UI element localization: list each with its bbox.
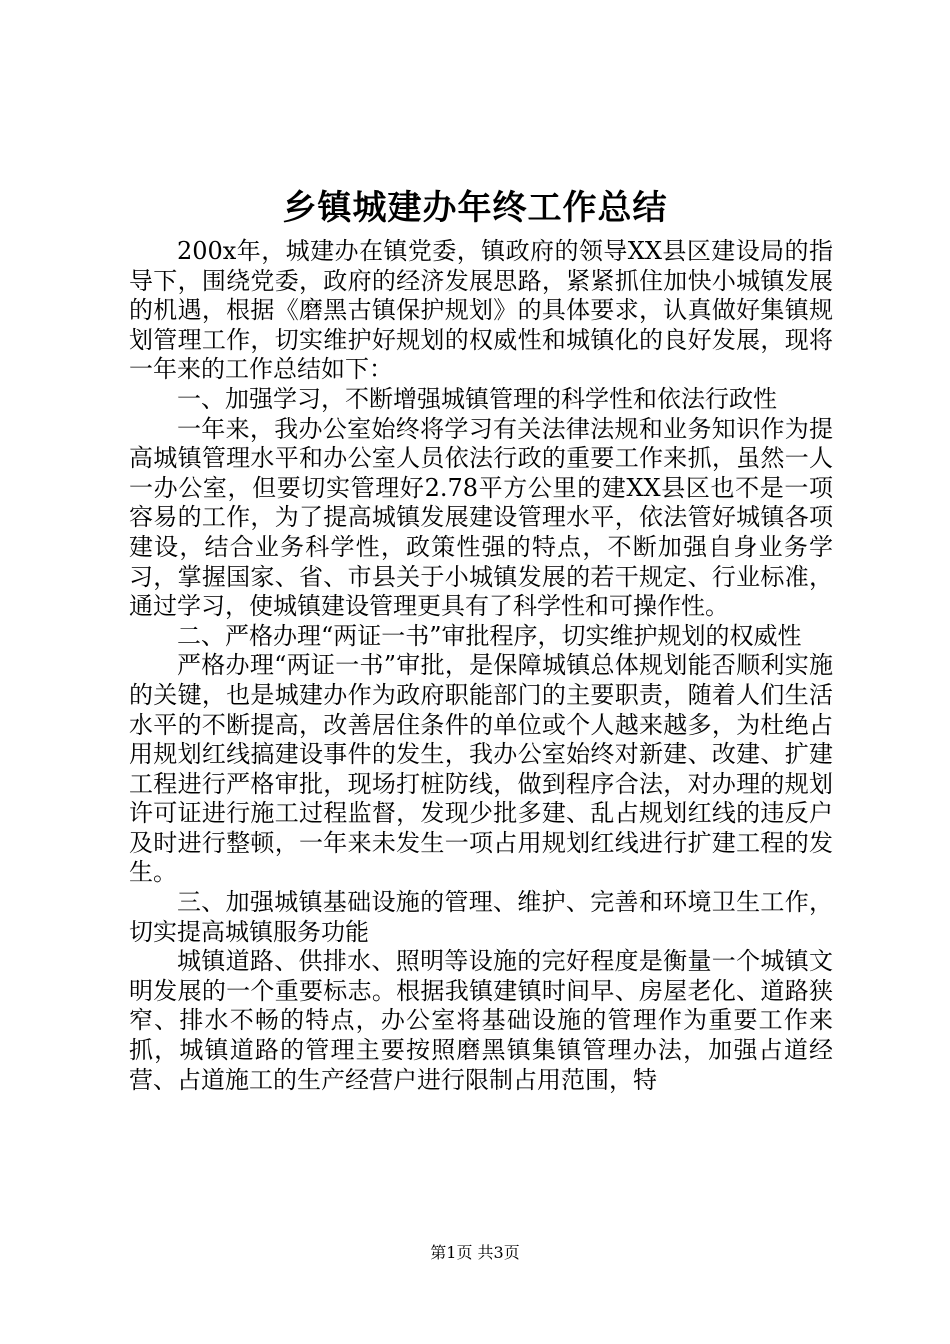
document-body — [129, 237, 833, 1095]
paragraph-section-2: 严格办理“两证一书”审批，是保障城镇总体规划能否顺利实施的关键，也是城建办作为政府职能部门的主要职责，随着人们生活水平的不断提高，改善居住条件的单位或个人越来越多，为杜绝占用规划红线搞建设事件的发生，我办公室始终对新建、改建、扩建工程进行严格审批，现场打桩防线，做到程序合法，对办理的规划许可证进行施工过程监督，发现少批多建、乱占规划红线的违反户及时进行整顿，一年来未发生一项占用规划红线进行扩建工程的发生。 — [129, 651, 833, 887]
paragraph-intro: 200x年，城建办在镇党委，镇政府的领导XX县区建设局的指导下，围绕党委，政府的经济发展思路，紧紧抓住加快小城镇发展的机遇，根据《磨黑古镇保护规划》的具体要求，认真做好集镇规划管理工作，切实维护好规划的权威性和城镇化的良好发展，现将一年来的工作总结如下： — [129, 237, 833, 384]
page-number-footer: 第1页 共3页 — [430, 1243, 520, 1262]
section-heading-2: 二、严格办理“两证一书”审批程序，切实维护规划的权威性 — [177, 621, 802, 650]
section-heading-3: 三、加强城镇基础设施的管理、维护、完善和环境卫生工作，切实提高城镇服务功能 — [129, 888, 833, 946]
document-title: 乡镇城建办年终工作总结 — [282, 188, 668, 228]
paragraph-section-3: 城镇道路、供排水、照明等设施的完好程度是衡量一个城镇文明发展的一个重要标志。根据我镇建镇时间早、房屋老化、道路狭窄、排水不畅的特点，办公室将基础设施的管理作为重要工作来抓，城镇道路的管理主要按照磨黑镇集镇管理办法，加强占道经营、占道施工的生产经营户进行限制占用范围，特 — [129, 947, 833, 1094]
paragraph-section-1: 一年来，我办公室始终将学习有关法律法规和业务知识作为提高城镇管理水平和办公室人员依法行政的重要工作来抓，虽然一人一办公室，但要切实管理好2.78平方公里的建XX县区也不是一项容易的工作，为了提高城镇发展建设管理水平，依法管好城镇各项建设，结合业务科学性，政策性强的特点，不断加强自身业务学习，掌握国家、省、市县关于小城镇发展的若干规定、行业标准，通过学习，使城镇建设管理更具有了科学性和可操作性。 — [129, 414, 833, 621]
section-heading-1: 一、加强学习，不断增强城镇管理的科学性和依法行政性 — [177, 384, 777, 413]
